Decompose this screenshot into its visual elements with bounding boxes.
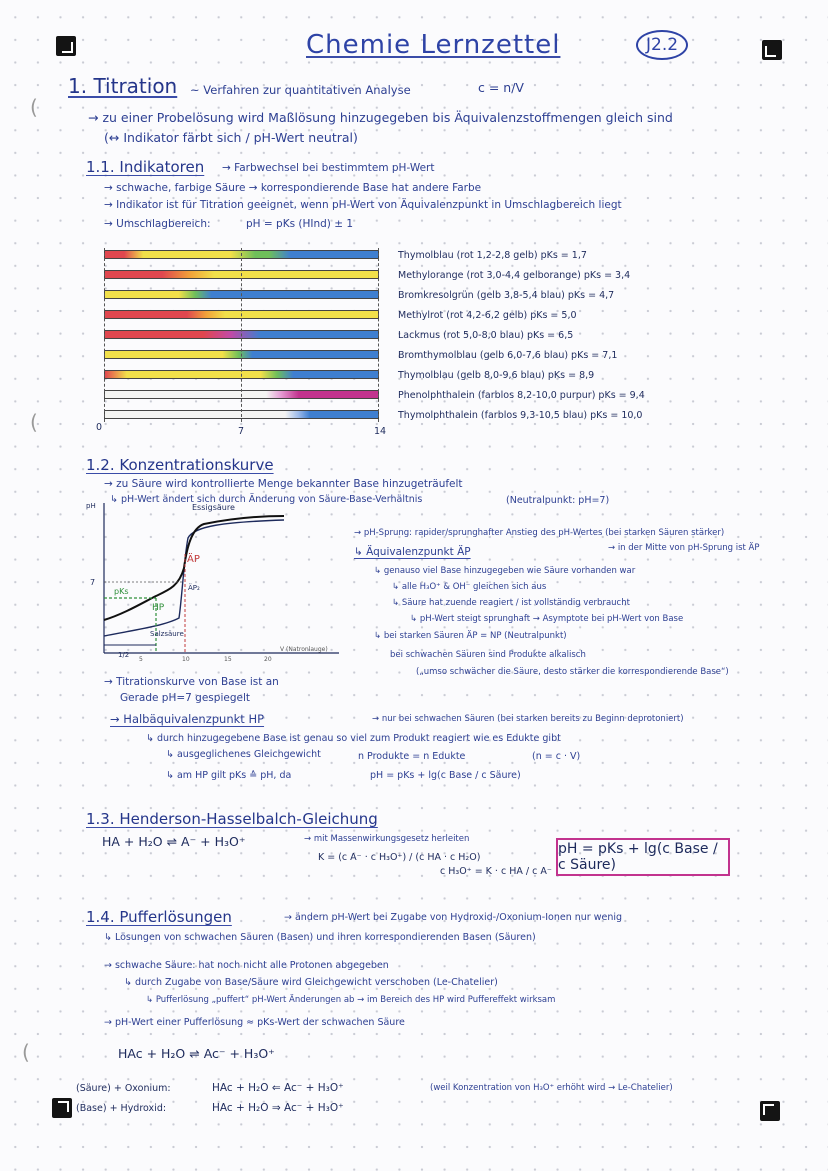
hp-line-2-formula: n Produkte = n Edukte: [358, 751, 466, 762]
label-salzsaeure: Salzsäure: [150, 630, 184, 638]
puffer-line-2: → schwache Säure: hat noch nicht alle Protonen abgegeben: [104, 960, 389, 971]
puffer-reaction-main: HAc + H₂O ⇌ Ac⁻ + H₃O⁺: [118, 1046, 275, 1061]
label-half: 1/2: [118, 651, 130, 659]
indicator-item: Thymolblau (gelb 8,0-9,6 blau) pKs = 8,9: [398, 370, 595, 381]
indicator-axis-line: [104, 248, 105, 422]
hp-line-2: ↳ ausgeglichenes Gleichgewicht: [166, 749, 321, 760]
graph-xlabel: V (Natronlauge): [280, 646, 328, 653]
xtick-label: 15: [224, 656, 232, 662]
label-ph7: 7: [90, 578, 96, 587]
konzentration-line-2-note: (Neutralpunkt: pH=7): [506, 495, 610, 506]
indicator-item: Methylrot (rot 4,2-6,2 gelb) pKs = 5,0: [398, 310, 577, 321]
corner-mark-top-right-icon: [762, 40, 782, 60]
page-title: Chemie Lernzettel: [306, 30, 561, 60]
hp-line-3: ↳ am HP gilt pKs ≙ pH, da: [166, 770, 292, 781]
class-badge: J2.2: [636, 30, 688, 60]
hp-line-1: ↳ durch hinzugegebene Base ist genau so viel zum Produkt reagiert wie es Edukte gibt: [146, 733, 561, 744]
label-aep: ÄP: [187, 554, 200, 565]
section-heading-konzentrationskurve: 1.2. Konzentrationskurve: [86, 456, 274, 474]
section-heading-henderson: 1.3. Henderson-Hasselbalch-Gleichung: [86, 810, 378, 828]
konzentration-line-1: → zu Säure wird kontrollierte Menge bekannter Base hinzugeträufelt: [104, 478, 463, 490]
titration-line-2: (↔ Indikator färbt sich / pH-Wert neutral): [104, 130, 358, 145]
henderson-c-formula: c H₃O⁺ = K · c HA / c A⁻: [440, 866, 552, 877]
corner-mark-bottom-left-icon: [52, 1098, 72, 1118]
konz-note-9: bei schwachen Säuren sind Produkte alkalisch: [390, 650, 586, 660]
indicator-axis-line: [241, 248, 242, 422]
xtick-label: 10: [182, 656, 190, 662]
puffer-line-3: ↳ durch Zugabe von Base/Säure wird Gleichgewicht verschoben (Le-Chatelier): [124, 977, 498, 988]
indikatoren-line-2: → Indikator ist für Titration geeignet, wenn pH-Wert von Äquivalenzpunkt in Umschlagbereich liegt: [104, 199, 622, 211]
konz-note-1: → pH-Sprung: rapider/sprunghafter Anstieg des pH-Wertes (bei starken Säuren stärker): [354, 528, 725, 538]
konz-note-2: → in der Mitte von pH-Sprung ist ÄP: [608, 543, 760, 553]
konz-note-10: („umso schwächer die Säure, desto stärker die korrespondierende Base“): [416, 667, 729, 677]
indicator-axis-line: [378, 248, 379, 422]
konz-note-7: ↳ pH-Wert steigt sprunghaft → Asymptote bei pH-Wert von Base: [410, 614, 684, 624]
indicator-item: Phenolphthalein (farblos 8,2-10,0 purpur) pKs = 9,4: [398, 390, 645, 401]
section-heading-pufferloesungen: 1.4. Pufferlösungen: [86, 908, 232, 926]
label-essigsaeure: Essigsäure: [192, 503, 235, 512]
henderson-reaction: HA + H₂O ⇌ A⁻ + H₃O⁺: [102, 834, 246, 849]
binder-hole-icon: (: [22, 1040, 30, 1064]
henderson-boxed-formula: pH = pKs + lg(c Base / c Säure): [556, 838, 730, 876]
xtick-label: 20: [264, 656, 272, 662]
indicator-axis-label-14: 14: [374, 426, 387, 437]
konzentration-line-2: ↳ pH-Wert ändert sich durch Änderung von Säure-Base-Verhältnis: [110, 494, 423, 505]
indikatoren-line-1: → schwache, farbige Säure → korrespondierende Base hat andere Farbe: [104, 182, 482, 194]
henderson-note: → mit Massenwirkungsgesetz herleiten: [304, 834, 470, 844]
label-hp: HP: [152, 603, 165, 613]
konz-note-5: ↳ alle H₃O⁺ & OH⁻ gleichen sich aus: [392, 582, 547, 592]
indicator-item: Bromkresolgrün (gelb 3,8-5,4 blau) pKs = 4,7: [398, 290, 615, 301]
puffer-line-1: ↳ Lösungen von schwachen Säuren (Basen) und ihren korrespondierenden Basen (Säuren): [104, 932, 536, 943]
label-aep2: ÄP₂: [188, 584, 200, 592]
binder-hole-icon: (: [30, 410, 38, 434]
curve-salzsaeure: [104, 520, 284, 636]
puffer-acid-label: (Säure) + Oxonium:: [76, 1083, 171, 1094]
corner-mark-bottom-right-icon: [760, 1101, 780, 1121]
titration-subtitle: ~ Verfahren zur quantitativen Analyse: [190, 83, 411, 97]
puffer-base-reaction: HAc + H₂O ⇒ Ac⁻ + H₃O⁺: [212, 1102, 344, 1114]
indicator-axis-label-0: 0: [96, 422, 103, 433]
puffer-acid-note: (weil Konzentration von H₃O⁺ erhöht wird → Le-Chatelier): [430, 1083, 673, 1093]
konz-note-6: ↳ Säure hat zuende reagiert / ist vollständig verbraucht: [392, 598, 630, 608]
graph-ylabel: pH: [86, 502, 96, 510]
indikatoren-subtitle: → Farbwechsel bei bestimmtem pH-Wert: [222, 162, 435, 174]
hp-line-2-note: (n = c · V): [532, 751, 581, 762]
konz-bottom-2: Gerade pH=7 gespiegelt: [120, 692, 250, 704]
curve-essigsaeure: [104, 516, 284, 620]
puffer-acid-reaction: HAc + H₂O ⇐ Ac⁻ + H₃O⁺: [212, 1082, 344, 1094]
indicator-item: Bromthymolblau (gelb 6,0-7,6 blau) pKs = 7,1: [398, 350, 618, 361]
indicator-item: Thymolphthalein (farblos 9,3-10,5 blau) pKs = 10,0: [398, 410, 643, 421]
indicator-item: Lackmus (rot 5,0-8,0 blau) pKs = 6,5: [398, 330, 574, 341]
umschlagbereich-label: → Umschlagbereich:: [104, 218, 211, 230]
titration-formula: c = n/V: [478, 80, 524, 95]
xtick-label: 5: [139, 656, 143, 662]
umschlagbereich-formula: pH = pKs (HInd) ± 1: [246, 218, 354, 230]
puffer-line-4: ↳ Pufferlösung „puffert“ pH-Wert Änderungen ab → im Bereich des HP wird Puffereffekt wirksam: [146, 995, 556, 1005]
label-pks: pKs: [114, 587, 129, 596]
corner-mark-top-left-icon: [56, 36, 76, 56]
titration-line-1: → zu einer Probelösung wird Maßlösung hinzugegeben bis Äquivalenzstoffmengen gleich sind: [88, 110, 673, 125]
puffer-subtitle: → ändern pH-Wert bei Zugabe von Hydroxid-/Oxonium-Ionen nur wenig: [284, 912, 623, 923]
indicator-axis-label-7: 7: [238, 426, 245, 437]
konz-note-3: ↳ Äquivalenzpunkt ÄP: [354, 546, 471, 558]
henderson-k-formula: K = (c A⁻ · c H₃O⁺) / (c HA · c H₂O): [318, 852, 481, 863]
binder-hole-icon: (: [30, 95, 38, 119]
konz-note-8: ↳ bei starken Säuren ÄP = NP (Neutralpunkt): [374, 631, 567, 641]
hp-line-3-formula: pH = pKs + lg(c Base / c Säure): [370, 770, 521, 781]
konz-bottom-1: → Titrationskurve von Base ist an: [104, 676, 279, 688]
halbaequivalenzpunkt-note: → nur bei schwachen Säuren (bei starken bereits zu Beginn deprotoniert): [372, 714, 684, 724]
konz-note-4: ↳ genauso viel Base hinzugegeben wie Säure vorhanden war: [374, 566, 636, 576]
indicator-item: Thymolblau (rot 1,2-2,8 gelb) pKs = 1,7: [398, 250, 587, 261]
indicator-item: Methylorange (rot 3,0-4,4 gelborange) pKs = 3,4: [398, 270, 631, 281]
titration-curve-graph: [84, 498, 354, 662]
section-heading-indikatoren: 1.1. Indikatoren: [86, 158, 205, 176]
halbaequivalenzpunkt-heading: → Halbäquivalenzpunkt HP: [110, 712, 265, 726]
puffer-line-5: → pH-Wert einer Pufferlösung ≈ pKs-Wert der schwachen Säure: [104, 1017, 405, 1028]
section-heading-titration: 1. Titration: [68, 74, 178, 98]
puffer-base-label: (Base) + Hydroxid:: [76, 1103, 167, 1114]
